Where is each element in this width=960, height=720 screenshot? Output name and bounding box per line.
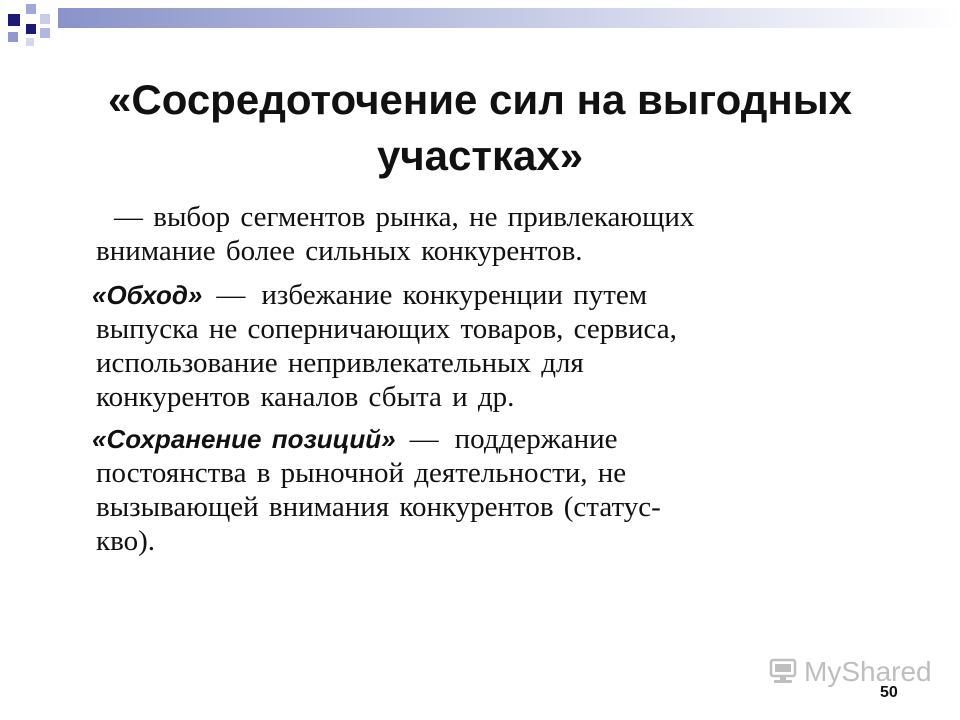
decorative-square: [40, 28, 50, 38]
projector-icon: [768, 658, 798, 686]
paragraph-text: поддержание: [454, 423, 618, 455]
term-bypass: «Обход»: [92, 280, 203, 310]
paragraph-line: вызывающей внимания конкурентов (статус-: [96, 491, 661, 523]
term-position: «Сохранение позиций»: [92, 424, 396, 454]
slide-title-line-2: участках»: [376, 132, 584, 179]
decorative-square: [26, 38, 34, 46]
decorative-square: [8, 32, 18, 42]
paragraph-line: внимание более сильных конкурентов.: [96, 235, 583, 267]
slide-title-line-1: «Сосредоточение сил на выгодных: [108, 76, 852, 123]
paragraph-segments: [96, 200, 896, 268]
decorative-square: [8, 14, 20, 26]
paragraph-line: постоянства в рыночной деятельности, не: [96, 457, 627, 489]
decorative-square: [26, 24, 36, 34]
paragraph-line: кво).: [96, 525, 155, 557]
paragraph-line: использование непривлекательных для: [96, 347, 584, 379]
paragraph-line: конкурентов каналов сбыта и др.: [96, 381, 515, 413]
paragraph-line: [92, 422, 896, 456]
header-gradient-bar: [58, 8, 960, 28]
dash: —: [409, 423, 439, 455]
decorative-square: [26, 4, 36, 14]
paragraph-position: [92, 422, 896, 558]
paragraph-line: выпуска не соперничающих товаров, сервиса,: [96, 313, 677, 345]
watermark: [768, 656, 932, 688]
paragraph-bypass: [92, 278, 896, 414]
watermark-text: MyShared: [804, 656, 932, 687]
dash: —: [216, 279, 246, 311]
slide-title: [40, 72, 920, 184]
paragraph-line: — выбор сегментов рынка, не привлекающих: [114, 201, 695, 233]
paragraph-line: [92, 278, 896, 312]
paragraph-text: избежание конкуренции путем: [261, 279, 648, 311]
page-number: 50: [880, 684, 898, 701]
decorative-square: [40, 14, 50, 24]
